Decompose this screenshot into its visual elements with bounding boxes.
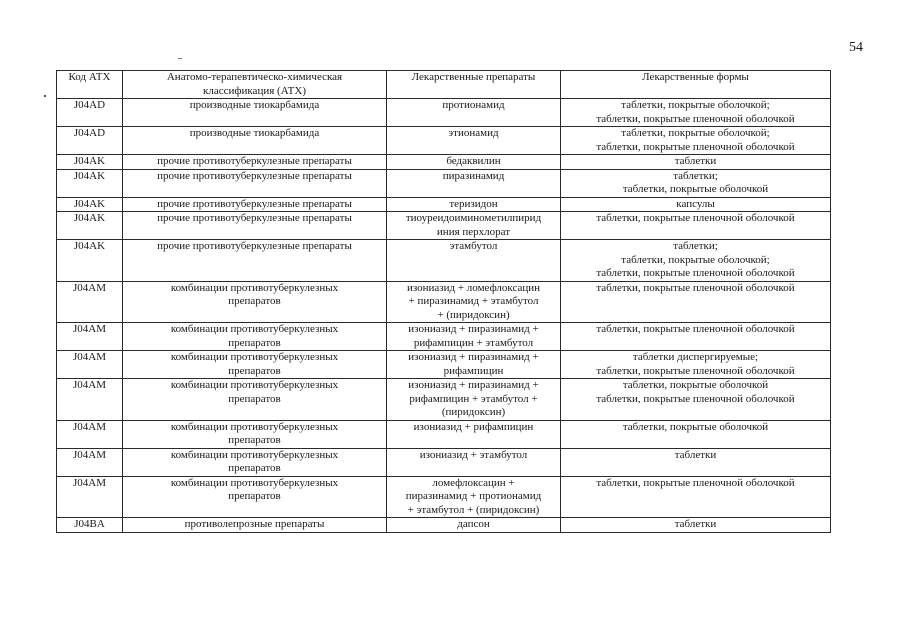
cell-drug: изониазид + этамбутол	[387, 448, 561, 476]
cell-dosage-form: таблетки; таблетки, покрытые оболочкой; таблетки, покрытые пленочной оболочкой	[561, 240, 831, 282]
cell-dosage-form: таблетки	[561, 155, 831, 170]
cell-atx-classification: прочие противотуберкулезные препараты	[123, 212, 387, 240]
cell-dosage-form: таблетки, покрытые оболочкой таблетки, покрытые пленочной оболочкой	[561, 379, 831, 421]
cell-atx-code: J04BA	[57, 518, 123, 533]
cell-atx-classification: прочие противотуберкулезные препараты	[123, 240, 387, 282]
table-body	[57, 99, 831, 533]
cell-atx-classification: прочие противотуберкулезные препараты	[123, 169, 387, 197]
cell-atx-code: J04AD	[57, 127, 123, 155]
table-row	[57, 379, 831, 421]
cell-drug: изониазид + ломефлоксацин + пиразинамид + этамбутол + (пиридоксин)	[387, 281, 561, 323]
table-row	[57, 281, 831, 323]
cell-dosage-form: таблетки; таблетки, покрытые оболочкой	[561, 169, 831, 197]
cell-atx-code: J04AM	[57, 281, 123, 323]
cell-atx-code: J04AM	[57, 351, 123, 379]
cell-atx-classification: комбинации противотуберкулезных препаратов	[123, 448, 387, 476]
atx-drug-table	[56, 70, 831, 533]
cell-dosage-form: таблетки, покрытые оболочкой; таблетки, покрытые пленочной оболочкой	[561, 99, 831, 127]
cell-atx-classification: комбинации противотуберкулезных препаратов	[123, 476, 387, 518]
cell-atx-classification: прочие противотуберкулезные препараты	[123, 197, 387, 212]
cell-drug: изониазид + рифампицин	[387, 420, 561, 448]
table-row	[57, 420, 831, 448]
header-atx-code: Код АТХ	[57, 71, 123, 99]
scan-artifact-tick	[178, 58, 182, 59]
cell-drug: изониазид + пиразинамид + рифампицин	[387, 351, 561, 379]
page-number: 54	[849, 40, 863, 55]
cell-dosage-form: таблетки	[561, 518, 831, 533]
cell-drug: теризидон	[387, 197, 561, 212]
cell-dosage-form: таблетки диспергируемые; таблетки, покрытые пленочной оболочкой	[561, 351, 831, 379]
table-row	[57, 476, 831, 518]
cell-drug: дапсон	[387, 518, 561, 533]
cell-atx-code: J04AK	[57, 240, 123, 282]
table-row	[57, 351, 831, 379]
cell-atx-classification: производные тиокарбамида	[123, 127, 387, 155]
cell-dosage-form: таблетки, покрытые оболочкой; таблетки, покрытые пленочной оболочкой	[561, 127, 831, 155]
cell-atx-code: J04AK	[57, 155, 123, 170]
cell-dosage-form: таблетки, покрытые пленочной оболочкой	[561, 212, 831, 240]
cell-atx-classification: комбинации противотуберкулезных препаратов	[123, 323, 387, 351]
cell-atx-classification: прочие противотуберкулезные препараты	[123, 155, 387, 170]
table-row	[57, 212, 831, 240]
cell-dosage-form: таблетки, покрытые пленочной оболочкой	[561, 323, 831, 351]
table-row	[57, 169, 831, 197]
table-row	[57, 448, 831, 476]
table-header	[57, 71, 831, 99]
cell-dosage-form: таблетки, покрытые пленочной оболочкой	[561, 281, 831, 323]
cell-dosage-form: таблетки, покрытые оболочкой	[561, 420, 831, 448]
cell-dosage-form: капсулы	[561, 197, 831, 212]
header-atx-classification: Анатомо-терапевтическо-химическая классификация (АТХ)	[123, 71, 387, 99]
table-row	[57, 155, 831, 170]
cell-atx-classification: комбинации противотуберкулезных препаратов	[123, 420, 387, 448]
cell-atx-code: J04AM	[57, 379, 123, 421]
table-row	[57, 240, 831, 282]
cell-drug: протионамид	[387, 99, 561, 127]
table-row	[57, 99, 831, 127]
cell-atx-classification: производные тиокарбамида	[123, 99, 387, 127]
cell-drug: ломефлоксацин + пиразинамид + протионамид + этамбутол + (пиридоксин)	[387, 476, 561, 518]
header-row	[57, 71, 831, 99]
cell-drug: изониазид + пиразинамид + рифампицин + этамбутол + (пиридоксин)	[387, 379, 561, 421]
cell-atx-code: J04AK	[57, 212, 123, 240]
cell-atx-code: J04AK	[57, 197, 123, 212]
table-row	[57, 323, 831, 351]
cell-atx-classification: комбинации противотуберкулезных препаратов	[123, 281, 387, 323]
cell-atx-classification: комбинации противотуберкулезных препаратов	[123, 351, 387, 379]
header-dosage-forms: Лекарственные формы	[561, 71, 831, 99]
table-row	[57, 197, 831, 212]
cell-atx-code: J04AD	[57, 99, 123, 127]
scan-artifact-dot	[44, 95, 46, 97]
cell-atx-code: J04AM	[57, 420, 123, 448]
cell-drug: пиразинамид	[387, 169, 561, 197]
cell-dosage-form: таблетки	[561, 448, 831, 476]
cell-drug: тиоуреидоиминометилпирид иния перхлорат	[387, 212, 561, 240]
cell-drug: изониазид + пиразинамид + рифампицин + этамбутол	[387, 323, 561, 351]
cell-drug: этионамид	[387, 127, 561, 155]
table-row	[57, 127, 831, 155]
cell-dosage-form: таблетки, покрытые пленочной оболочкой	[561, 476, 831, 518]
cell-atx-code: J04AM	[57, 476, 123, 518]
header-drugs: Лекарственные препараты	[387, 71, 561, 99]
cell-atx-code: J04AM	[57, 448, 123, 476]
cell-atx-classification: противолепрозные препараты	[123, 518, 387, 533]
table-row	[57, 518, 831, 533]
cell-atx-classification: комбинации противотуберкулезных препаратов	[123, 379, 387, 421]
cell-drug: этамбутол	[387, 240, 561, 282]
cell-atx-code: J04AK	[57, 169, 123, 197]
cell-atx-code: J04AM	[57, 323, 123, 351]
cell-drug: бедаквилин	[387, 155, 561, 170]
